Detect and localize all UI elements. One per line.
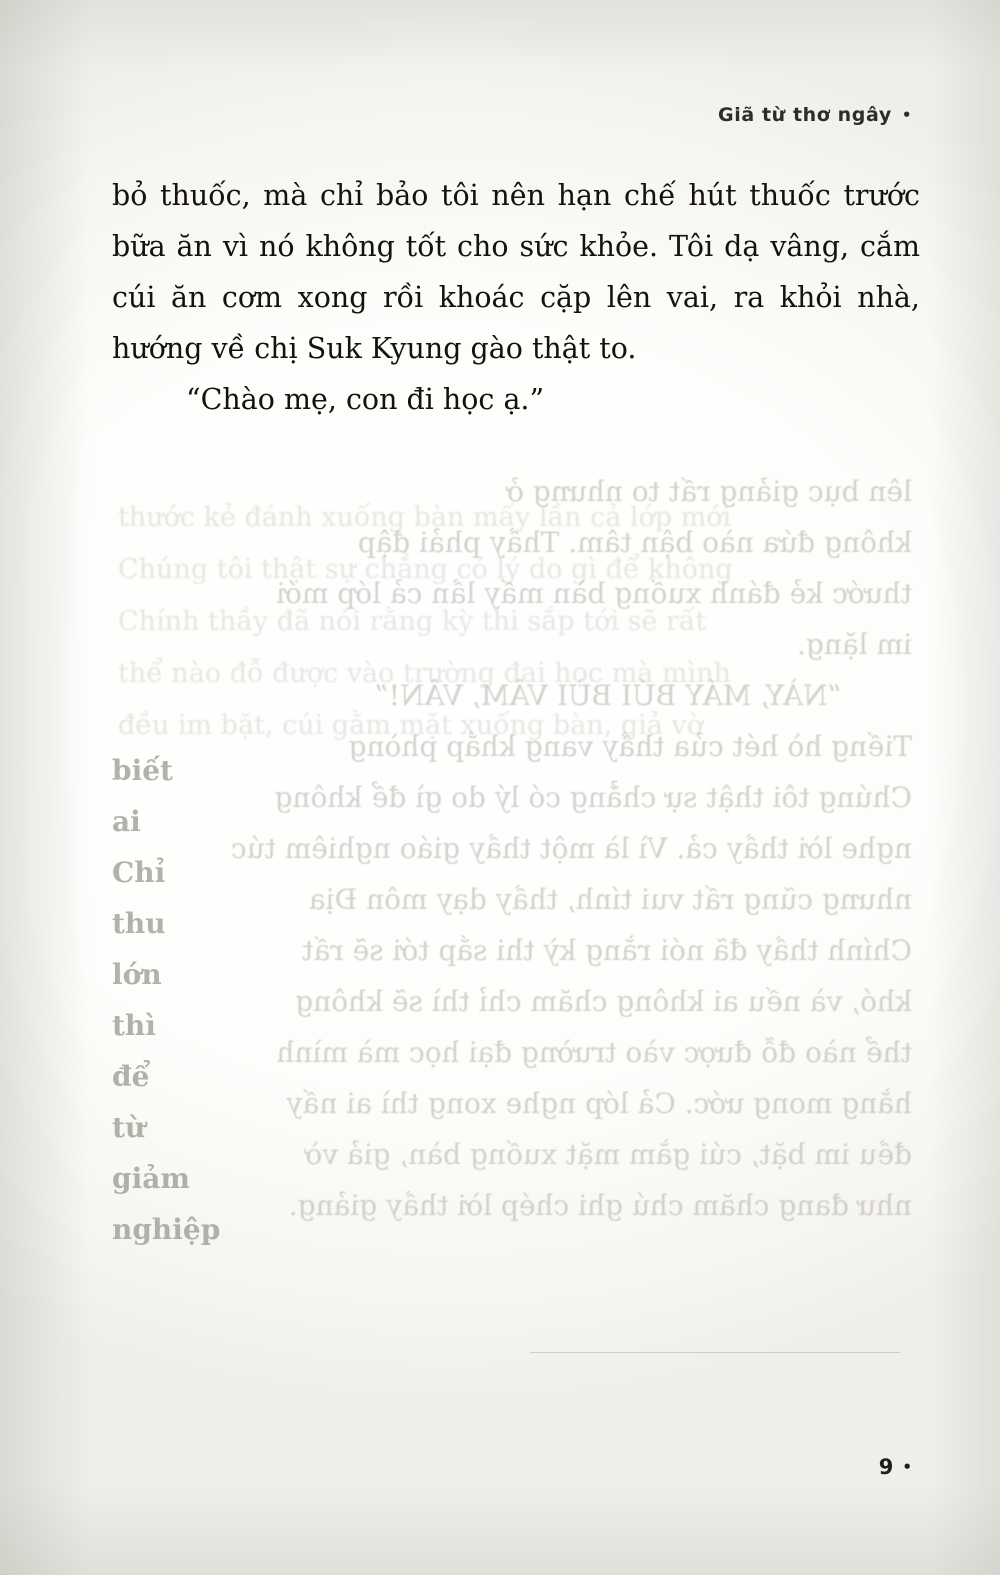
show-through-fragment: từ — [112, 1111, 146, 1144]
show-through-line: Chúng tôi thật sự chẳng có lý do gì để không — [274, 781, 912, 814]
show-through-line: thể nào đỗ được vào trường đại học mà mình — [118, 658, 731, 689]
paragraph: bỏ thuốc, mà chỉ bảo tôi nên hạn chế hút thuốc trước bữa ăn vì nó không tốt cho sức khỏe. Tôi dạ vâng, cắm cúi ăn cơm xong rồi khoác cặp lên vai, ra khỏi nhà, hướng về chị Suk Kyung gào thật to. — [112, 179, 920, 365]
page-right-shadow — [930, 0, 1000, 1575]
show-through-line: Chính thầy đã nói rằng kỳ thi sắp tới sẽ rất — [301, 934, 912, 967]
show-through-line: nghe lời thầy cả. Vì là một thầy giáo nghiêm túc — [230, 832, 912, 865]
page-number-value: 9 — [878, 1455, 894, 1479]
show-through-line: “NÀY, MÁY BÚI BÙI VÂM, VÂN!” — [374, 679, 842, 712]
running-head-ornament-icon: • — [901, 105, 912, 124]
running-head — [718, 104, 912, 126]
show-through-line: thể nào đỗ được vào trường đại học mà mình — [276, 1036, 912, 1069]
show-through-fragment: nghiệp — [112, 1213, 221, 1246]
show-through-fragment: để — [112, 1060, 150, 1093]
page-number — [879, 1455, 912, 1479]
page-number-ornament-icon: • — [902, 1457, 912, 1476]
show-through-fragment: thì — [112, 1009, 156, 1042]
show-through-line: Tiếng hò hét của thầy vang khắp phòng — [348, 730, 912, 763]
show-through-line: đều im bặt, cúi gằm mặt xuống bàn, giả vờ — [305, 1138, 912, 1171]
show-through-text-secondary — [118, 492, 908, 752]
show-through-line: Chúng tôi thật sự chẳng có lý do gì để không — [118, 554, 733, 585]
page-bottom-shadow — [0, 1485, 1000, 1575]
show-through-line: thước kẻ đánh xuống bàn mấy lần cả lớp mới — [118, 502, 732, 533]
show-through-line: không đứa nào bận tâm. Thầy phải đập — [357, 526, 912, 559]
show-through-line: nhưng cũng rất vui tính, thầy dạy môn Địa — [308, 883, 912, 916]
show-through-fragment: giảm — [112, 1162, 190, 1195]
running-head-title: Giã từ thơ ngây — [718, 104, 892, 126]
show-through-fragment: Chỉ — [112, 856, 166, 889]
page-left-shadow — [0, 0, 90, 1575]
show-through-line: im lặng. — [797, 628, 912, 661]
paragraph-dialogue: “Chào mẹ, con đi học ạ.” — [186, 383, 545, 416]
show-through-rule — [530, 1352, 900, 1353]
show-through-line: khó, và nếu ai không chăm chỉ thì sẽ không — [295, 985, 912, 1018]
show-through-line: như đang chăm chú ghi chép lời thầy giảng. — [288, 1189, 912, 1222]
show-through-line: đều im bặt, cúi gằm mặt xuống bàn, giả vờ — [118, 710, 703, 741]
page-top-shadow — [0, 0, 1000, 70]
show-through-line: thước kẻ đánh xuống bàn mấy lần cả lớp mới — [276, 577, 912, 610]
show-through-line: Chính thầy đã nói rằng kỳ thi sắp tới sẽ rất — [118, 606, 707, 637]
body-text — [112, 170, 920, 425]
show-through-fragment: ai — [112, 805, 141, 838]
show-through-fragment: biết — [112, 754, 173, 787]
show-through-fragment: lớn — [112, 958, 162, 991]
show-through-fragment: thu — [112, 907, 166, 940]
show-through-line: lên bục giảng rất to nhưng ở — [507, 475, 912, 508]
show-through-left-fragments — [112, 745, 232, 1255]
show-through-line: hằng mong ước. Cả lớp nghe xong thì ai nấy — [286, 1087, 912, 1120]
show-through-text — [112, 466, 912, 1231]
